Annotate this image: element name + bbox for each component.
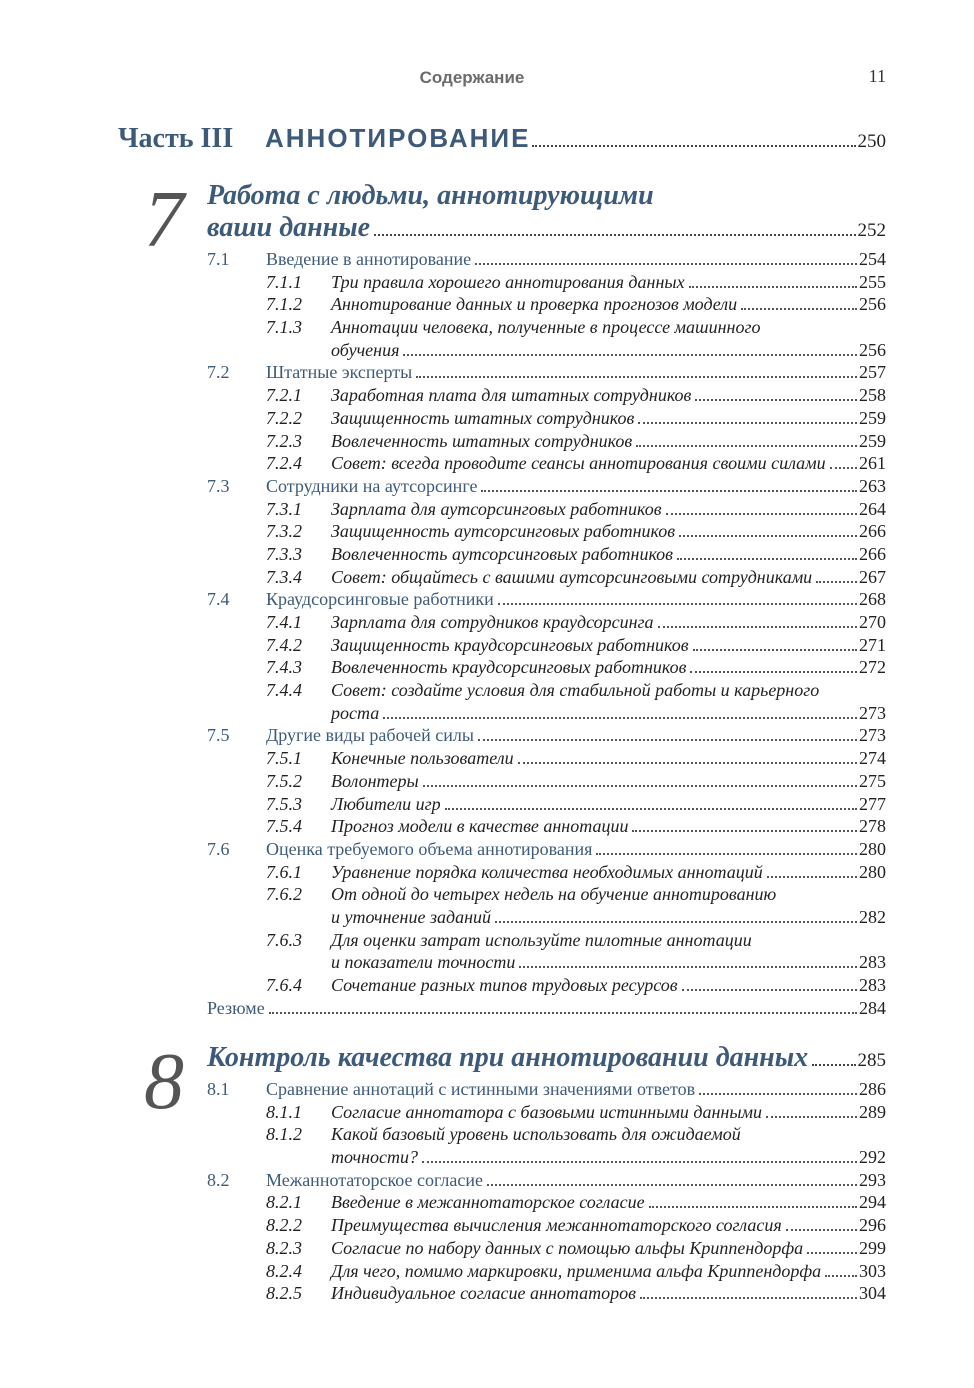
entry-body	[331, 1146, 886, 1168]
entry-title: Резюме	[207, 997, 265, 1018]
entry-title: Введение в межаннотаторское согласие	[331, 1192, 645, 1213]
leader-dots	[695, 399, 857, 401]
entry-title: Межаннотаторское согласие	[266, 1169, 484, 1190]
entry-page: 257	[859, 362, 886, 383]
entry-page: 275	[859, 770, 886, 791]
entry-body	[331, 611, 886, 633]
entry-body	[331, 271, 886, 293]
entry-body	[331, 679, 886, 701]
entry-title: Совет: всегда проводите сеансы аннотирования своими силами	[331, 453, 826, 474]
entry-body	[331, 1214, 886, 1236]
leader-dots	[445, 808, 857, 810]
entry-number: 7.6.2	[266, 884, 302, 905]
leader-dots	[416, 376, 857, 378]
leader-dots	[269, 1012, 857, 1014]
leader-dots	[699, 1093, 857, 1095]
entry-number: 7.5.2	[266, 770, 302, 791]
leader-dots	[478, 739, 857, 741]
entry-number: 8.2.5	[266, 1283, 302, 1304]
entry-number: 7.4.4	[266, 680, 302, 701]
leader-dots	[689, 286, 857, 288]
entry-page: 258	[859, 385, 886, 406]
entry-number: 7.2.4	[266, 453, 302, 474]
entry-title: От одной до четырех недель на обучение аннотированию	[331, 884, 777, 905]
leader-dots	[403, 354, 857, 356]
entry-number: 7.6.3	[266, 929, 302, 950]
entry-page: 292	[859, 1147, 886, 1168]
entry-page: 273	[859, 702, 886, 723]
entry-number: 7.5.1	[266, 748, 302, 769]
entry-title: Какой базовый уровень использовать для ожидаемой	[331, 1124, 741, 1145]
toc-entry-7-3-1[interactable]	[207, 498, 886, 521]
toc-entry-8-2-5[interactable]	[207, 1282, 886, 1305]
entry-title: Конечные пользователи	[331, 748, 514, 769]
entry-title: Защищенность краудсорсинговых работников	[331, 634, 689, 655]
entry-title: Аннотации человека, полученные в процессе машинного	[331, 317, 761, 338]
entry-body	[331, 316, 886, 338]
toc-entry-7-3[interactable]	[207, 475, 886, 498]
leader-dots	[640, 1297, 857, 1299]
leader-dots	[830, 467, 857, 469]
toc-entry-8-2-1[interactable]	[207, 1191, 886, 1214]
entry-number: 7.1.3	[266, 317, 302, 338]
leader-dots	[636, 445, 857, 447]
entry-title: точности?	[331, 1147, 419, 1168]
toc-entry-7-6-2[interactable]	[207, 883, 886, 906]
entry-body	[266, 724, 886, 746]
entry-number: 8.1	[207, 1079, 230, 1099]
entry-number: 7.3.1	[266, 498, 302, 519]
entry-number: 7.6.1	[266, 861, 302, 882]
toc-entry-continuation[interactable]	[207, 702, 886, 725]
entry-body	[331, 702, 886, 724]
entry-page: 254	[859, 249, 886, 269]
entry-number: 7.3.2	[266, 521, 302, 542]
toc-entry-7-5-2[interactable]	[207, 770, 886, 793]
entry-title: Для чего, помимо маркировки, применима альфа Криппендорфа	[331, 1260, 822, 1281]
leader-dots	[825, 1275, 857, 1277]
leader-dots	[638, 422, 857, 424]
entry-page: 266	[859, 543, 886, 564]
entry-body	[207, 997, 886, 1019]
toc-entry-summary[interactable]	[207, 997, 886, 1020]
entry-title: Вовлеченность штатных сотрудников	[331, 430, 633, 451]
entry-number: 7.2.3	[266, 430, 302, 451]
toc-entry-7-5[interactable]	[207, 724, 886, 747]
entry-body	[266, 248, 886, 270]
chapter-8-toc	[207, 1078, 886, 1305]
leader-dots	[679, 535, 857, 537]
chapter-title-line	[207, 1042, 886, 1074]
entry-number: 7.2	[207, 362, 230, 383]
toc-entry-7-3-4[interactable]	[207, 566, 886, 589]
entry-page: 278	[859, 816, 886, 837]
entry-body	[266, 475, 886, 497]
toc-entry-8-2-4[interactable]	[207, 1260, 886, 1283]
entry-page: 267	[859, 566, 886, 587]
entry-number: 8.2.3	[266, 1237, 302, 1258]
entry-number: 7.3.4	[266, 566, 302, 587]
entry-title: Три правила хорошего аннотирования данных	[331, 271, 685, 292]
entry-number: 7.1.2	[266, 294, 302, 315]
toc-entry-8-2-2[interactable]	[207, 1214, 886, 1237]
toc-entry-8-2[interactable]	[207, 1169, 886, 1192]
entry-body	[331, 815, 886, 837]
entry-page: 280	[859, 861, 886, 882]
entry-body	[331, 407, 886, 429]
chapter-number: 8	[144, 1038, 184, 1126]
toc-entry-7-5-4[interactable]	[207, 815, 886, 838]
entry-body	[331, 566, 886, 588]
toc-entry-7-1-1[interactable]	[207, 271, 886, 294]
chapter-number: 7	[144, 176, 184, 264]
entry-number: 7.5.3	[266, 793, 302, 814]
entry-title: Согласие аннотатора с базовыми истинными данными	[331, 1101, 763, 1122]
entry-title: Совет: создайте условия для стабильной работы и карьерного	[331, 680, 820, 701]
toc-entry-7-1-2[interactable]	[207, 293, 886, 316]
toc-entry-7-4-3[interactable]	[207, 656, 886, 679]
entry-number: 7.3.3	[266, 543, 302, 564]
entry-number: 7.4	[207, 589, 230, 610]
entry-title: Сотрудники на аутсорсинге	[266, 475, 478, 496]
toc-entry-continuation[interactable]	[207, 339, 886, 362]
entry-body	[331, 634, 886, 656]
entry-page: 259	[859, 430, 886, 451]
entry-body	[331, 1191, 886, 1213]
entry-number: 7.5	[207, 725, 230, 746]
leader-dots	[518, 762, 857, 764]
entry-number: 8.2.1	[266, 1192, 302, 1213]
leader-dots	[786, 1229, 857, 1231]
leader-dots	[741, 308, 857, 310]
entry-number: 7.6	[207, 838, 230, 859]
entry-number: 7.6.4	[266, 975, 302, 995]
entry-title: Другие виды рабочей силы	[266, 725, 474, 746]
entry-page: 282	[859, 906, 886, 927]
entry-body	[331, 1101, 886, 1123]
leader-dots	[596, 853, 857, 855]
entry-page: 296	[859, 1215, 886, 1236]
entry-title: Вовлеченность краудсорсинговых работников	[331, 657, 687, 678]
entry-page: 289	[859, 1101, 886, 1122]
entry-page: 280	[859, 838, 886, 859]
toc-entry-7-2-1[interactable]	[207, 384, 886, 407]
entry-title: Аннотирование данных и проверка прогнозов модели	[331, 294, 738, 315]
entry-number: 7.4.2	[266, 634, 302, 655]
leader-dots	[519, 966, 857, 968]
entry-page: 299	[859, 1237, 886, 1258]
entry-body	[331, 543, 886, 565]
entry-title: Для оценки затрат используйте пилотные аннотации	[331, 929, 752, 950]
entry-body	[331, 974, 886, 996]
chapter-title-line-2	[207, 212, 886, 244]
entry-title: Оценка требуемого объема аннотирования	[266, 838, 593, 859]
leader-dots	[475, 263, 857, 265]
leader-dots	[495, 921, 857, 923]
entry-body	[331, 883, 886, 905]
entry-title: Введение в аннотирование	[266, 249, 472, 269]
toc-entry-8-2-3[interactable]	[207, 1237, 886, 1260]
entry-body	[331, 1237, 886, 1259]
entry-number: 7.4.1	[266, 612, 302, 632]
entry-page: 271	[859, 634, 886, 655]
entry-number: 7.3	[207, 475, 230, 496]
header-page-number: 11	[868, 66, 886, 86]
entry-number: 8.2	[207, 1169, 230, 1190]
toc-entry-8-1-2[interactable]	[207, 1123, 886, 1146]
entry-page: 283	[859, 975, 886, 995]
leader-dots	[422, 1161, 857, 1163]
toc-entry-continuation[interactable]	[207, 951, 886, 974]
leader-dots	[677, 558, 857, 560]
entry-page: 256	[859, 339, 886, 360]
entry-number: 7.2.1	[266, 385, 302, 406]
entry-page: 261	[859, 453, 886, 474]
entry-body	[266, 361, 886, 383]
leader-dots	[383, 717, 857, 719]
entry-body	[331, 1282, 886, 1304]
entry-number: 8.1.2	[266, 1124, 302, 1145]
entry-title: Любители игр	[331, 793, 441, 814]
entry-title: роста	[331, 702, 380, 723]
chapter-title: Работа с людьми, аннотирующими	[207, 180, 654, 211]
entry-body	[266, 588, 886, 610]
entry-body	[331, 430, 886, 452]
entry-body	[266, 1169, 886, 1191]
entry-page: 263	[859, 475, 886, 496]
entry-page: 264	[859, 498, 886, 519]
entry-page: 293	[859, 1169, 886, 1190]
toc-entry-7-4-1[interactable]	[207, 611, 886, 634]
chapter-title: Контроль качества при аннотировании данных	[207, 1042, 809, 1073]
leader-dots	[423, 785, 857, 787]
entry-body	[331, 1260, 886, 1282]
leader-dots	[812, 1064, 855, 1066]
entry-body	[331, 384, 886, 406]
entry-title: обучения	[331, 339, 400, 360]
entry-title: Согласие по набору данных с помощью альфы Криппендорфа	[331, 1237, 804, 1258]
entry-title: Краудсорсинговые работники	[266, 589, 494, 610]
entry-page: 286	[859, 1079, 886, 1099]
entry-page: 274	[859, 748, 886, 769]
entry-body	[331, 520, 886, 542]
entry-body	[331, 339, 886, 361]
entry-body	[331, 498, 886, 520]
chapter-page: 252	[857, 220, 886, 241]
entry-number: 7.5.4	[266, 816, 302, 837]
entry-page: 255	[859, 271, 886, 292]
toc-entry-7-4-2[interactable]	[207, 634, 886, 657]
entry-title: Сочетание разных типов трудовых ресурсов	[331, 975, 678, 995]
toc-entry-7-4-4[interactable]	[207, 679, 886, 702]
entry-body	[331, 861, 886, 883]
entry-title: Преимущества вычисления межаннотаторского согласия	[331, 1215, 782, 1236]
toc-entry-7-2-2[interactable]	[207, 407, 886, 430]
entry-body	[331, 929, 886, 951]
entry-number: 7.1	[207, 249, 230, 269]
leader-dots	[481, 490, 857, 492]
entry-number: 7.1.1	[266, 271, 302, 292]
entry-page: 284	[859, 997, 886, 1018]
toc-entry-7-5-1[interactable]	[207, 747, 886, 770]
chapter-title-line-1	[207, 180, 886, 212]
entry-number: 7.2.2	[266, 407, 302, 428]
entry-body	[331, 951, 886, 973]
entry-page: 283	[859, 952, 886, 973]
leader-dots	[690, 671, 857, 673]
entry-title: Защищенность аутсорсинговых работников	[331, 521, 676, 542]
entry-page: 273	[859, 725, 886, 746]
part-page: 250	[857, 131, 886, 152]
entry-page: 303	[859, 1260, 886, 1281]
entry-page: 256	[859, 294, 886, 315]
entry-body	[331, 452, 886, 474]
entry-body	[331, 656, 886, 678]
toc-entry-continuation[interactable]	[207, 906, 886, 929]
entry-page: 272	[859, 657, 886, 678]
toc-entry-7-1[interactable]	[207, 248, 886, 271]
leader-dots	[682, 989, 857, 991]
leader-dots	[816, 581, 857, 583]
entry-body	[331, 770, 886, 792]
entry-page: 268	[859, 589, 886, 610]
toc-entry-7-2[interactable]	[207, 361, 886, 384]
header-title: Содержание	[419, 68, 525, 87]
toc-entry-7-6-1[interactable]	[207, 861, 886, 884]
leader-dots	[649, 1206, 857, 1208]
entry-title: Заработная плата для штатных сотрудников	[331, 385, 692, 406]
toc-entry-7-2-4[interactable]	[207, 452, 886, 475]
toc-entry-7-2-3[interactable]	[207, 430, 886, 453]
leader-dots	[374, 234, 855, 236]
running-header	[0, 66, 974, 94]
entry-title: Защищенность штатных сотрудников	[331, 407, 635, 428]
chapter-title: ваши данные	[207, 212, 371, 243]
entry-title: Уравнение порядка количества необходимых аннотаций	[331, 861, 763, 882]
entry-page: 259	[859, 407, 886, 428]
entry-body	[266, 838, 886, 860]
entry-body	[266, 1078, 886, 1100]
entry-number: 7.4.3	[266, 657, 302, 678]
toc-entry-7-1-3[interactable]	[207, 316, 886, 339]
part-title: АННОТИРОВАНИЕ	[265, 123, 531, 153]
entry-title: Зарплата для аутсорсинговых работников	[331, 498, 662, 519]
entry-body	[331, 293, 886, 315]
part-label: Часть III	[118, 123, 234, 154]
entry-title: Штатные эксперты	[266, 362, 413, 383]
toc-entry-7-6-4[interactable]	[207, 974, 886, 997]
entry-body	[331, 747, 886, 769]
leader-dots	[767, 876, 857, 878]
leader-dots	[658, 626, 857, 628]
toc-entry-7-4[interactable]	[207, 588, 886, 611]
leader-dots	[807, 1252, 857, 1254]
toc-entry-continuation[interactable]	[207, 1146, 886, 1169]
leader-dots	[498, 603, 857, 605]
entry-number: 8.2.2	[266, 1215, 302, 1236]
leader-dots	[693, 649, 857, 651]
entry-title: Совет: общайтесь с вашими аутсорсинговыми сотрудниками	[331, 566, 813, 587]
entry-title: Волонтеры	[331, 770, 419, 791]
entry-title: Индивидуальное согласие аннотаторов	[331, 1283, 636, 1304]
entry-page: 266	[859, 521, 886, 542]
leader-dots	[632, 830, 857, 832]
entry-title: Зарплата для сотрудников краудсорсинга	[331, 612, 654, 632]
chapter-page: 285	[857, 1050, 886, 1071]
entry-number: 8.1.1	[266, 1101, 302, 1122]
toc-entry-8-1[interactable]	[207, 1078, 886, 1101]
leader-dots	[487, 1184, 857, 1186]
leader-dots	[532, 145, 855, 147]
entry-number: 8.2.4	[266, 1260, 302, 1281]
entry-title: Вовлеченность аутсорсинговых работников	[331, 543, 673, 564]
toc-entry-8-1-1[interactable]	[207, 1101, 886, 1124]
entry-title: и уточнение заданий	[331, 906, 492, 927]
toc-entry-7-6-3[interactable]	[207, 929, 886, 952]
toc-entry-7-5-3[interactable]	[207, 793, 886, 816]
entry-body	[331, 1123, 886, 1145]
entry-title: Сравнение аннотаций с истинными значениями ответов	[266, 1079, 696, 1099]
toc-entry-7-6[interactable]	[207, 838, 886, 861]
toc-entry-7-3-3[interactable]	[207, 543, 886, 566]
leader-dots	[766, 1116, 857, 1118]
entry-body	[331, 906, 886, 928]
toc-entry-7-3-2[interactable]	[207, 520, 886, 543]
chapter-7-toc	[207, 248, 886, 1019]
leader-dots	[666, 513, 857, 515]
entry-page: 304	[859, 1283, 886, 1304]
entry-body	[331, 793, 886, 815]
entry-title: Прогноз модели в качестве аннотации	[331, 816, 629, 837]
toc-part-entry[interactable]	[118, 123, 886, 157]
entry-page: 270	[859, 612, 886, 632]
entry-page: 277	[859, 793, 886, 814]
entry-title: и показатели точности	[331, 952, 516, 973]
entry-page: 294	[859, 1192, 886, 1213]
